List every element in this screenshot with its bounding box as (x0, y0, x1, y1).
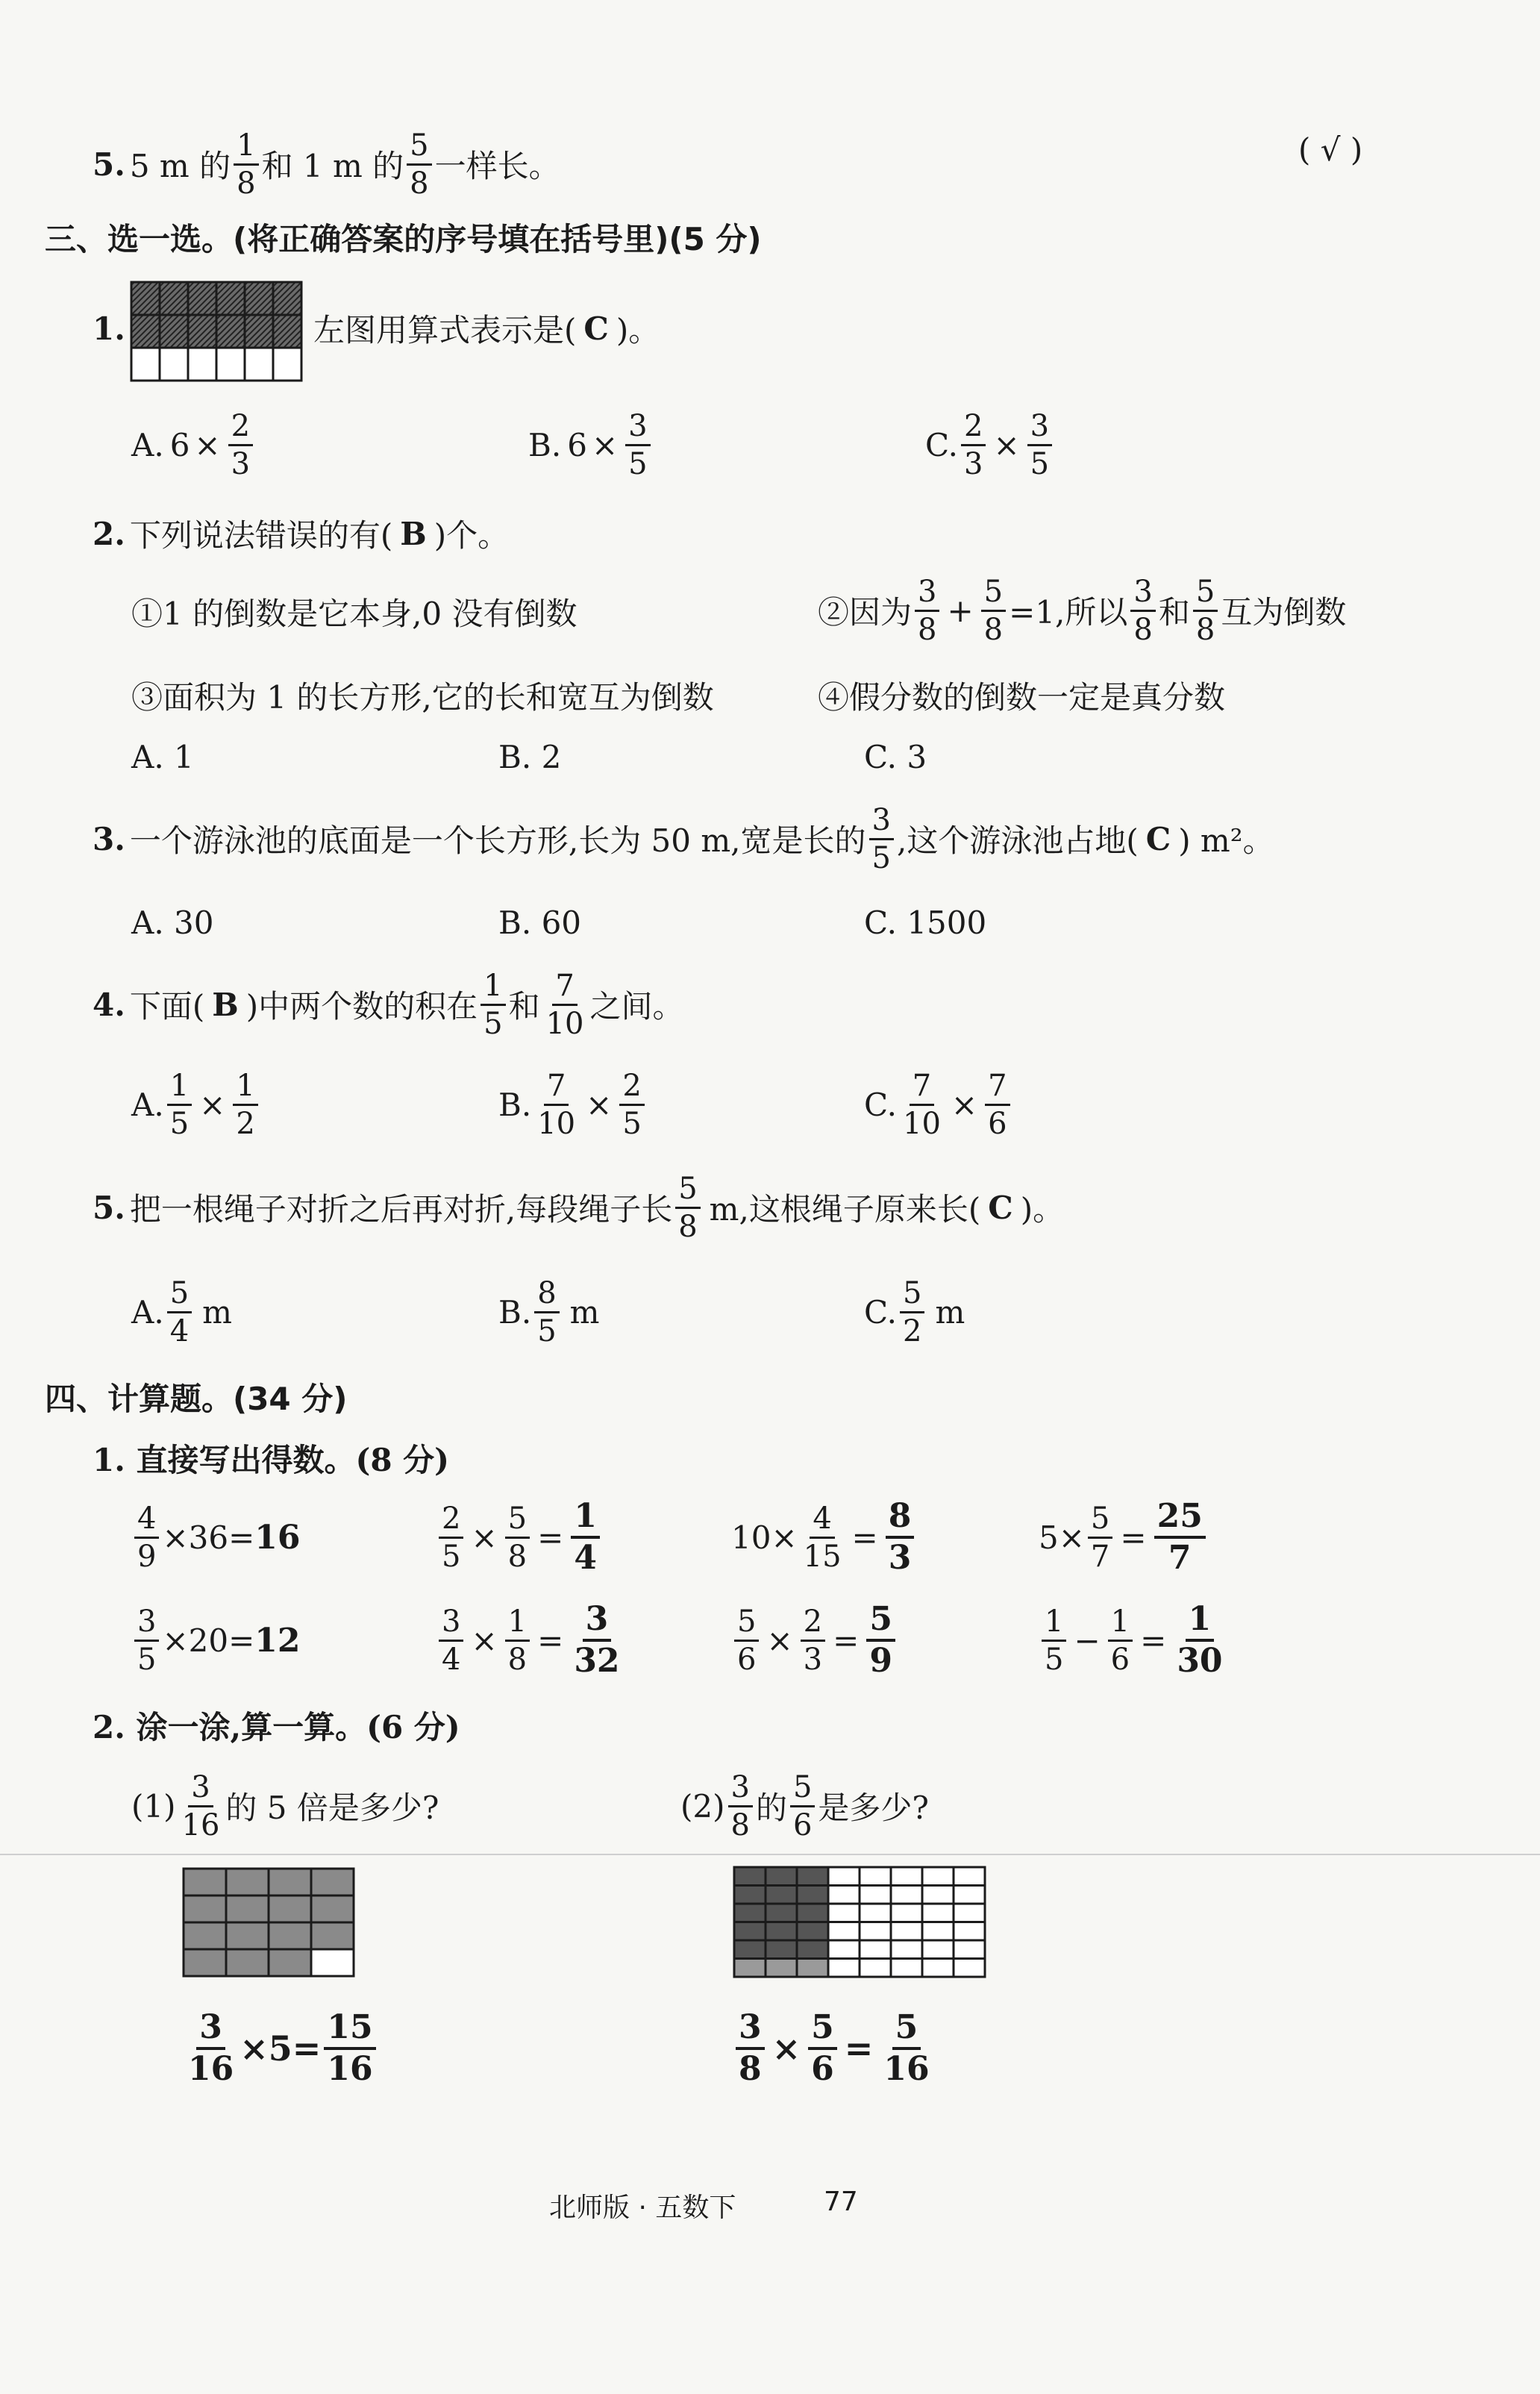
grid-cell (188, 282, 216, 315)
grid-cell (891, 1922, 922, 1941)
calc-item: $\frac{3}{4}$ × $\frac{1}{8}$ = $\frac{3}{32}$ (436, 1603, 626, 1678)
s4-q2-title: 2. 涂一涂,算一算。(6 分) (93, 1709, 460, 1746)
grid-cell (922, 1904, 954, 1922)
grid-cell (245, 282, 273, 315)
grid-cell (797, 1922, 828, 1941)
grid-cell (797, 1886, 828, 1904)
grid-cell (860, 1886, 891, 1904)
grid-cell (891, 1959, 922, 1978)
answer-text: C (1145, 820, 1171, 857)
s3-q1-option-a: A. 6 × $\frac{2}{3}$ (131, 407, 256, 482)
calc-item: $\frac{4}{9}$ ×36= 16 (131, 1500, 301, 1575)
q2-part-2-answer: $\frac{3}{8}$ × $\frac{5}{6}$ = $\frac{5}{16}$ (733, 2007, 936, 2090)
q2-part-1-answer: $\frac{3}{16}$ ×5= $\frac{15}{16}$ (182, 2007, 379, 2090)
calc-item: $\frac{1}{5}$ − $\frac{1}{6}$ = $\frac{1}{30}$ (1039, 1603, 1229, 1678)
s3-q4-option-c: C. $\frac{7}{10}$ × $\frac{7}{6}$ (864, 1067, 1013, 1142)
grid-cell (131, 348, 160, 381)
grid-cell (188, 315, 216, 348)
grid-cell (216, 348, 245, 381)
answer-fraction: $\frac{3}{32}$ (574, 1600, 620, 1680)
calc-item: 5× $\frac{5}{7}$ = $\frac{25}{7}$ (1039, 1500, 1209, 1575)
judge-answer-mark: ( √ ) (1298, 131, 1363, 168)
grid-cell (226, 1895, 269, 1922)
grid-cell (860, 1867, 891, 1886)
grid-cell (226, 1922, 269, 1949)
section-title-3: 三、选一选。(将正确答案的序号填在括号里)(5 分) (45, 221, 762, 257)
grid-cell (273, 348, 301, 381)
calc-item: 10× $\frac{4}{15}$ = $\frac{8}{3}$ (731, 1500, 917, 1575)
statement-2: ②因为 $\frac{3}{8}$ + $\frac{5}{8}$ =1,所以 $\frac{3}{8}$ 和 $\frac{5}{8}$ 互为倒数 (818, 574, 1347, 647)
answer-fraction: $\frac{5}{9}$ (866, 1603, 895, 1678)
s3-q2-option-c: C. 3 (864, 739, 927, 775)
statement-3: ③面积为 1 的长方形,它的长和宽互为倒数 (131, 679, 714, 716)
grid-cell (131, 282, 160, 315)
grid-cell (860, 1959, 891, 1978)
s3-q4-option-a: A. $\frac{1}{5}$ × $\frac{1}{2}$ (131, 1067, 261, 1142)
grid-cell (797, 1904, 828, 1922)
q2-grid-1 (182, 1867, 355, 1978)
grid-cell (734, 1922, 766, 1941)
statement-1: ①1 的倒数是它本身,0 没有倒数 (131, 596, 578, 632)
grid-cell (797, 1959, 828, 1978)
s3-q1-option-c: C. $\frac{2}{3}$ × $\frac{3}{5}$ (925, 407, 1055, 482)
grid-cell (269, 1922, 311, 1949)
s3-q3-option-c: C. 1500 (864, 904, 987, 941)
grid-cell (216, 282, 245, 315)
grid-cell (922, 1959, 954, 1978)
s3-question-5: 5. 把一根绳子对折之后再对折,每段绳子长 $\frac{5}{8}$ m,这根绳子原来长( C )。 (93, 1171, 1065, 1244)
grid-cell (922, 1922, 954, 1941)
grid-cell (311, 1922, 354, 1949)
grid-cell (216, 315, 245, 348)
s3-question-3: 3. 一个游泳池的底面是一个长方形,长为 50 m,宽是长的 $\frac{3}{5}$ ,这个游泳池占地( C ) m²。 (93, 802, 1274, 875)
grid-cell (273, 282, 301, 315)
grid-cell (891, 1904, 922, 1922)
item-number: 5. (93, 146, 125, 183)
grid-cell (860, 1904, 891, 1922)
grid-cell (160, 315, 188, 348)
answer-text: B (400, 515, 427, 552)
grid-cell (160, 282, 188, 315)
grid-cell (269, 1895, 311, 1922)
grid-cell (245, 348, 273, 381)
grid-cell (828, 1940, 860, 1959)
answer-fraction: $\frac{8}{3}$ (886, 1500, 915, 1575)
s4-q1-title: 1. 直接写出得数。(8 分) (93, 1442, 450, 1478)
answer-fraction: $\frac{1}{4}$ (571, 1500, 600, 1575)
grid-cell (954, 1959, 985, 1978)
grid-cell (922, 1886, 954, 1904)
grid-cell (954, 1940, 985, 1959)
s3-question-2: 2. 下列说法错误的有( B )个。 (93, 515, 510, 554)
grid-cell (954, 1922, 985, 1941)
s3-q5-option-c: C. $\frac{5}{2}$ m (864, 1275, 965, 1348)
grid-cell (922, 1867, 954, 1886)
grid-cell (184, 1949, 226, 1976)
grid-cell (766, 1922, 797, 1941)
grid-cell (828, 1922, 860, 1941)
grid-cell (160, 348, 188, 381)
grid-cell (226, 1949, 269, 1976)
grid-cell (891, 1867, 922, 1886)
grid-cell (766, 1959, 797, 1978)
grid-cell (184, 1869, 226, 1895)
answer-text: 16 (254, 1518, 301, 1557)
grid-cell (273, 315, 301, 348)
answer-fraction: $\frac{1}{30}$ (1177, 1600, 1223, 1680)
grid-cell (311, 1949, 354, 1976)
grid-cell (797, 1940, 828, 1959)
answer-text: C (988, 1189, 1013, 1226)
grid-cell (131, 315, 160, 348)
grid-cell (734, 1867, 766, 1886)
grid-cell (954, 1886, 985, 1904)
s3-q5-option-b: B. $\frac{8}{5}$ m (498, 1275, 600, 1348)
grid-cell (828, 1959, 860, 1978)
q2-grid-2 (733, 1866, 986, 1979)
fraction: $\frac{5}{8}$ (407, 131, 431, 199)
grid-cell (184, 1895, 226, 1922)
judge-item-5: 5. 5 m 的 $\frac{1}{8}$ 和 1 m 的 $\frac{5}{8}$ 一样长。 (93, 128, 560, 201)
grid-cell (184, 1922, 226, 1949)
s3-q3-option-b: B. 60 (498, 904, 582, 941)
answer-text: C (583, 310, 609, 347)
s3-q2-option-a: A. 1 (131, 739, 194, 775)
grid-cell (922, 1940, 954, 1959)
grid-cell (860, 1922, 891, 1941)
grid-cell (766, 1904, 797, 1922)
grid-cell (311, 1895, 354, 1922)
s4-q2-part-2: (2) $\frac{3}{8}$ 的 $\frac{5}{6}$ 是多少? (680, 1769, 929, 1843)
grid-cell (891, 1886, 922, 1904)
section-title-4: 四、计算题。(34 分) (45, 1381, 348, 1417)
grid-cell (766, 1886, 797, 1904)
s3-question-4: 4. 下面( B )中两个数的积在 $\frac{1}{5}$ 和 $\frac{7}{10}$ 之间。 (93, 968, 684, 1041)
grid-cell (860, 1940, 891, 1959)
grid-cell (311, 1869, 354, 1895)
answer-text: 12 (254, 1621, 301, 1660)
grid-cell (269, 1869, 311, 1895)
s3-question-1: 1. (93, 310, 125, 347)
calc-item: $\frac{3}{5}$ ×20= 12 (131, 1603, 301, 1678)
grid-cell (954, 1867, 985, 1886)
grid-cell (891, 1940, 922, 1959)
grid-cell (734, 1904, 766, 1922)
q1-shaded-grid (130, 281, 306, 385)
s3-q2-option-b: B. 2 (498, 739, 562, 775)
grid-cell (828, 1867, 860, 1886)
grid-cell (766, 1940, 797, 1959)
statement-4: ④假分数的倒数一定是真分数 (818, 679, 1226, 716)
grid-cell (828, 1886, 860, 1904)
grid-cell (797, 1867, 828, 1886)
s3-q4-option-b: B. $\frac{7}{10}$ × $\frac{2}{5}$ (498, 1067, 648, 1142)
grid-cell (226, 1869, 269, 1895)
s3-question-1-text: 左图用算式表示是( C )。 (313, 310, 660, 349)
grid-cell (734, 1959, 766, 1978)
grid-cell (734, 1886, 766, 1904)
grid-cell (954, 1904, 985, 1922)
footer-edition: 北师版 · 五数下 (549, 2193, 736, 2223)
calc-item: $\frac{5}{6}$ × $\frac{2}{3}$ = $\frac{5}{9}$ (731, 1603, 898, 1678)
grid-cell (245, 315, 273, 348)
grid-cell (188, 348, 216, 381)
grid-cell (766, 1867, 797, 1886)
grid-cell (828, 1904, 860, 1922)
answer-fraction: $\frac{25}{7}$ (1154, 1500, 1206, 1575)
answer-text: B (212, 986, 239, 1023)
s4-q2-part-1: (1) $\frac{3}{16}$ 的 5 倍是多少? (131, 1769, 439, 1843)
s3-q5-option-a: A. $\frac{5}{4}$ m (131, 1275, 232, 1348)
s3-q1-option-b: B. 6 × $\frac{3}{5}$ (528, 407, 654, 482)
s3-q3-option-a: A. 30 (131, 904, 214, 941)
grid-cell (734, 1940, 766, 1959)
page-fold-line (0, 1854, 1540, 1855)
calc-item: $\frac{2}{5}$ × $\frac{5}{8}$ = $\frac{1}{4}$ (436, 1500, 603, 1575)
page-number: 77 (824, 2187, 858, 2217)
grid-cell (269, 1949, 311, 1976)
fraction: $\frac{1}{8}$ (234, 131, 258, 199)
